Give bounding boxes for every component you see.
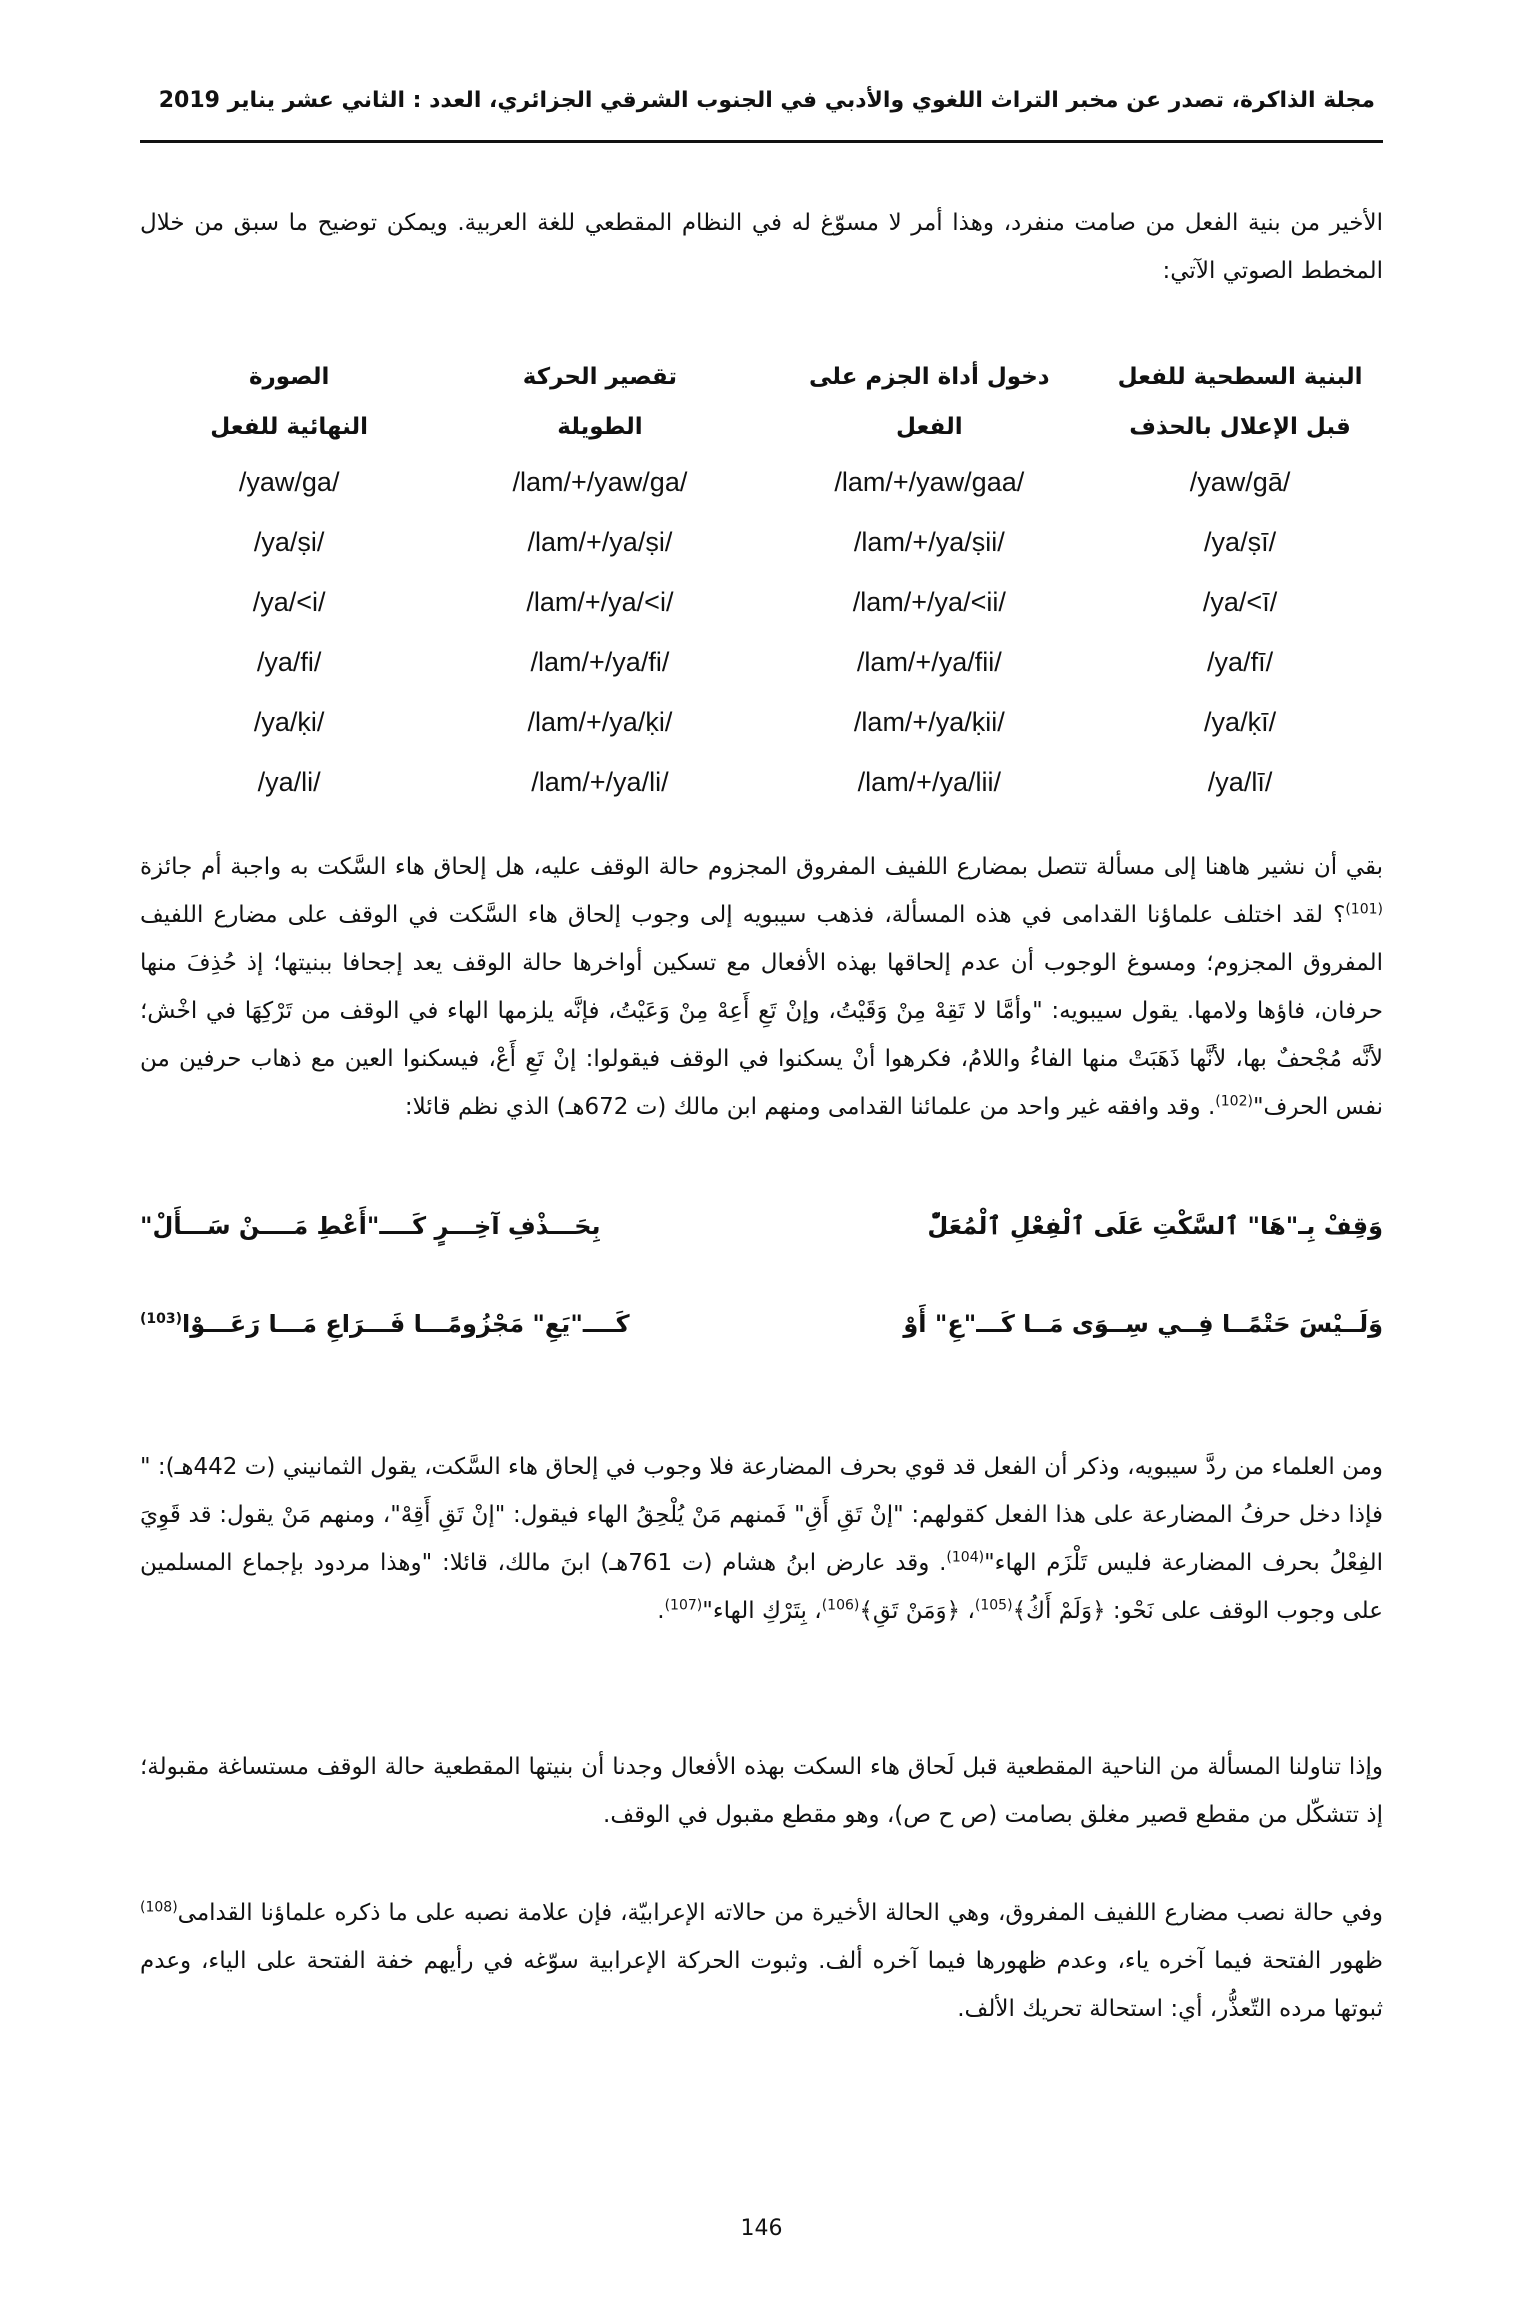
table-cell: /ya/lī/	[1207, 767, 1273, 797]
table-cell: /ya/<ī/	[1202, 587, 1278, 617]
footnote-ref[interactable]: (105)	[974, 1597, 1013, 1614]
journal-header: مجلة الذاكرة، تصدر عن مخبر التراث اللغوي والأدبي في الجنوب الشرقي الجزائري، العدد : الثاني عشر يناير 2019	[158, 88, 1375, 113]
table-cell: /lam/+/ya/<ii/	[852, 587, 1006, 617]
footnote-ref[interactable]: (101)	[1345, 901, 1383, 918]
page-number: 146	[740, 2216, 783, 2241]
footnote-ref[interactable]: (107)	[664, 1597, 703, 1614]
table-cell: /lam/+/yaw/ga/	[512, 467, 688, 497]
verse-first-hemistich: وَلَــيْسَ حَتْمًــا فِــي سِــوَى مَــا كَـــ"عِ" أَوْ	[903, 1310, 1383, 1338]
header-divider	[140, 140, 1383, 143]
table-header-final: الصورة النهائية للفعل	[210, 364, 369, 440]
footnote-ref[interactable]: (103)	[140, 1311, 183, 1327]
sakt-discussion-paragraph: بقي أن نشير هاهنا إلى مسألة تتصل بمضارع اللفيف المفروق المجزوم حالة الوقف عليه، هل إلحاق هاء السَّكت به واجبة أم جائزة $^{(101)}$؟ لقد اختلف علماؤنا القدامى في هذه المسألة، فذهب سيبويه إلى وجوب إلحاق هاء السَّكت في الوقف على مضارع اللفيف المفروق المجزوم؛ ومسوغ الوجوب أن عدم إلحاقها بهذه الأفعال مع تسكين أواخرها حالة الوقف يعد إجحافا ببنيتها؛ إذ حُذِفَ منها حرفان، فاؤها ولامها. يقول سيبويه: "وأمَّا لا تَقِهْ مِنْ وَقَيْتُ، وإنْ تَعِ أَعِهْ مِنْ وَعَيْتُ، فإنَّه يلزمها الهاء في الوقف من تَرْكِهَا في اخْش؛ لأنَّه مُجْحفٌ بها، لأنَّها ذَهَبَتْ منها الفاءُ واللامُ، فكرهوا أنْ يسكنوا في الوقف فيقولوا: إنْ تَعِ أَعْ، فيسكنوا العين مع ذهاب حرفين من نفس الحرف"$^{(102)}$. وقد وافقه غير واحد من علمائنا القدامى ومنهم ابن مالك (ت 672هـ) الذي نظم قائلا:	[140, 854, 1383, 1120]
intro-paragraph: الأخير من بنية الفعل من صامت منفرد، وهذا أمر لا مسوّغ له في النظام المقطعي للغة العربية. ويمكن توضيح ما سبق من خلال المخطط الصوتي الآتي:	[140, 210, 1383, 284]
table-cell: /ya/fi/	[256, 647, 322, 677]
table-row	[140, 572, 1383, 632]
ulama-paragraph: ومن العلماء من ردَّ سيبويه، وذكر أن الفعل قد قوي بحرف المضارعة فلا وجوب في إلحاق هاء السَّكت، يقول الثمانيني (ت 442هـ): " فإذا دخل حرفُ المضارعة على هذا الفعل كقولهم: "إنْ تَقِ أَقِ" فَمنهم مَنْ يُلْحِقُ الهاء فيقول: "إنْ تَقِ أَقِهْ"، ومنهم مَنْ يقول: قد قَوِيَ الفِعْلُ بحرف المضارعة فليس تَلْزَم الهاء"$^{(104)}$. وقد عارض ابنُ هشام (ت 761هـ) ابنَ مالك، قائلا: "وهذا مردود بإجماع المسلمين على وجوب الوقف على نَحْو: ﴿وَلَمْ أَكُ﴾$^{(105)}$، ﴿وَمَنْ تَقِ﴾$^{(106)}$، بِتَرْكِ الهاء"$^{(107)}$.	[140, 1454, 1383, 1624]
table-header-jazm: دخول أداة الجزم على الفعل	[809, 364, 1050, 440]
phonetic-table	[140, 352, 1383, 812]
footnote-ref[interactable]: (104)	[946, 1549, 985, 1566]
table-cell: /ya/<i/	[252, 587, 326, 617]
table-row	[140, 632, 1383, 692]
table-cell: /yaw/ga/	[238, 467, 340, 497]
table-header-shortening: تقصير الحركة الطويلة	[522, 364, 678, 440]
table-header-surface: البنية السطحية للفعل قبل الإعلال بالحذف	[1117, 364, 1363, 440]
poetry-verse	[140, 1212, 1383, 1240]
poetry-verse	[140, 1310, 1383, 1338]
table-cell: /ya/ḳī/	[1204, 707, 1277, 737]
table-row	[140, 512, 1383, 572]
table-cell: /lam/+/ya/<i/	[526, 587, 674, 617]
table-row	[140, 692, 1383, 752]
table-cell: /lam/+/ya/fii/	[856, 647, 1002, 677]
table-row	[140, 452, 1383, 512]
table-cell: /yaw/gā/	[1189, 467, 1291, 497]
table-cell: /ya/ḳi/	[253, 707, 325, 737]
table-header-row	[140, 352, 1383, 452]
table-cell: /lam/+/yaw/gaa/	[834, 467, 1025, 497]
table-cell: /lam/+/ya/ṣi/	[527, 527, 673, 557]
table-cell: /ya/ṣi/	[253, 527, 325, 557]
table-cell: /lam/+/ya/ḳii/	[853, 707, 1005, 737]
verse-first-hemistich: وَقِفْ بِـ"هَا" ٱلسَّكْتِ عَلَى ٱلْفِعْلِ ٱلْمُعَلّْ	[927, 1212, 1383, 1240]
footnote-ref[interactable]: (108)	[140, 1899, 178, 1916]
footnote-ref[interactable]: (106)	[821, 1597, 860, 1614]
footnote-ref[interactable]: (102)	[1215, 1093, 1253, 1110]
table-cell: /lam/+/ya/li/	[531, 767, 669, 797]
nasb-paragraph: وفي حالة نصب مضارع اللفيف المفروق، وهي الحالة الأخيرة من حالاته الإعرابيّة، فإن علامة نصبه على ما ذكره علماؤنا القدامى$^{(108)}$ ظهور الفتحة فيما آخره ياء، وعدم ظهورها فيما آخره ألف. وثبوت الحركة الإعرابية سوّغه في رأيهم خفة الفتحة على الياء، وعدم ثبوتها مرده التّعذُّر، أي: استحالة تحريك الألف.	[140, 1899, 1383, 2022]
table-cell: /ya/li/	[257, 767, 321, 797]
verse-second-hemistich: كَــــ"يَعِ" مَجْزُومًـــا فَـــرَاعِ مَـــا رَعَـــوْا$^{(103)}$	[140, 1310, 630, 1338]
table-cell: /lam/+/ya/ṣii/	[853, 527, 1005, 557]
table-cell: /lam/+/ya/fi/	[530, 647, 670, 677]
table-cell: /ya/fī/	[1207, 647, 1274, 677]
verse-second-hemistich: بِحَـــذْفِ آخِـــرٍ كَــــ"أَعْطِ مَــــنْ سَـــأَلْ"	[140, 1212, 601, 1240]
table-row	[140, 752, 1383, 812]
table-cell: /ya/ṣī/	[1204, 527, 1277, 557]
table-cell: /lam/+/ya/ḳi/	[527, 707, 673, 737]
table-cell: /lam/+/ya/lii/	[857, 767, 1001, 797]
syllabic-paragraph: وإذا تناولنا المسألة من الناحية المقطعية قبل لَحاق هاء السكت بهذه الأفعال وجدنا أن بنيتها المقطعية حالة الوقف مستساغة مقبولة؛ إذ تتشكّل من مقطع قصير مغلق بصامت (ص ح ص)، وهو مقطع مقبول في الوقف.	[140, 1754, 1383, 1828]
